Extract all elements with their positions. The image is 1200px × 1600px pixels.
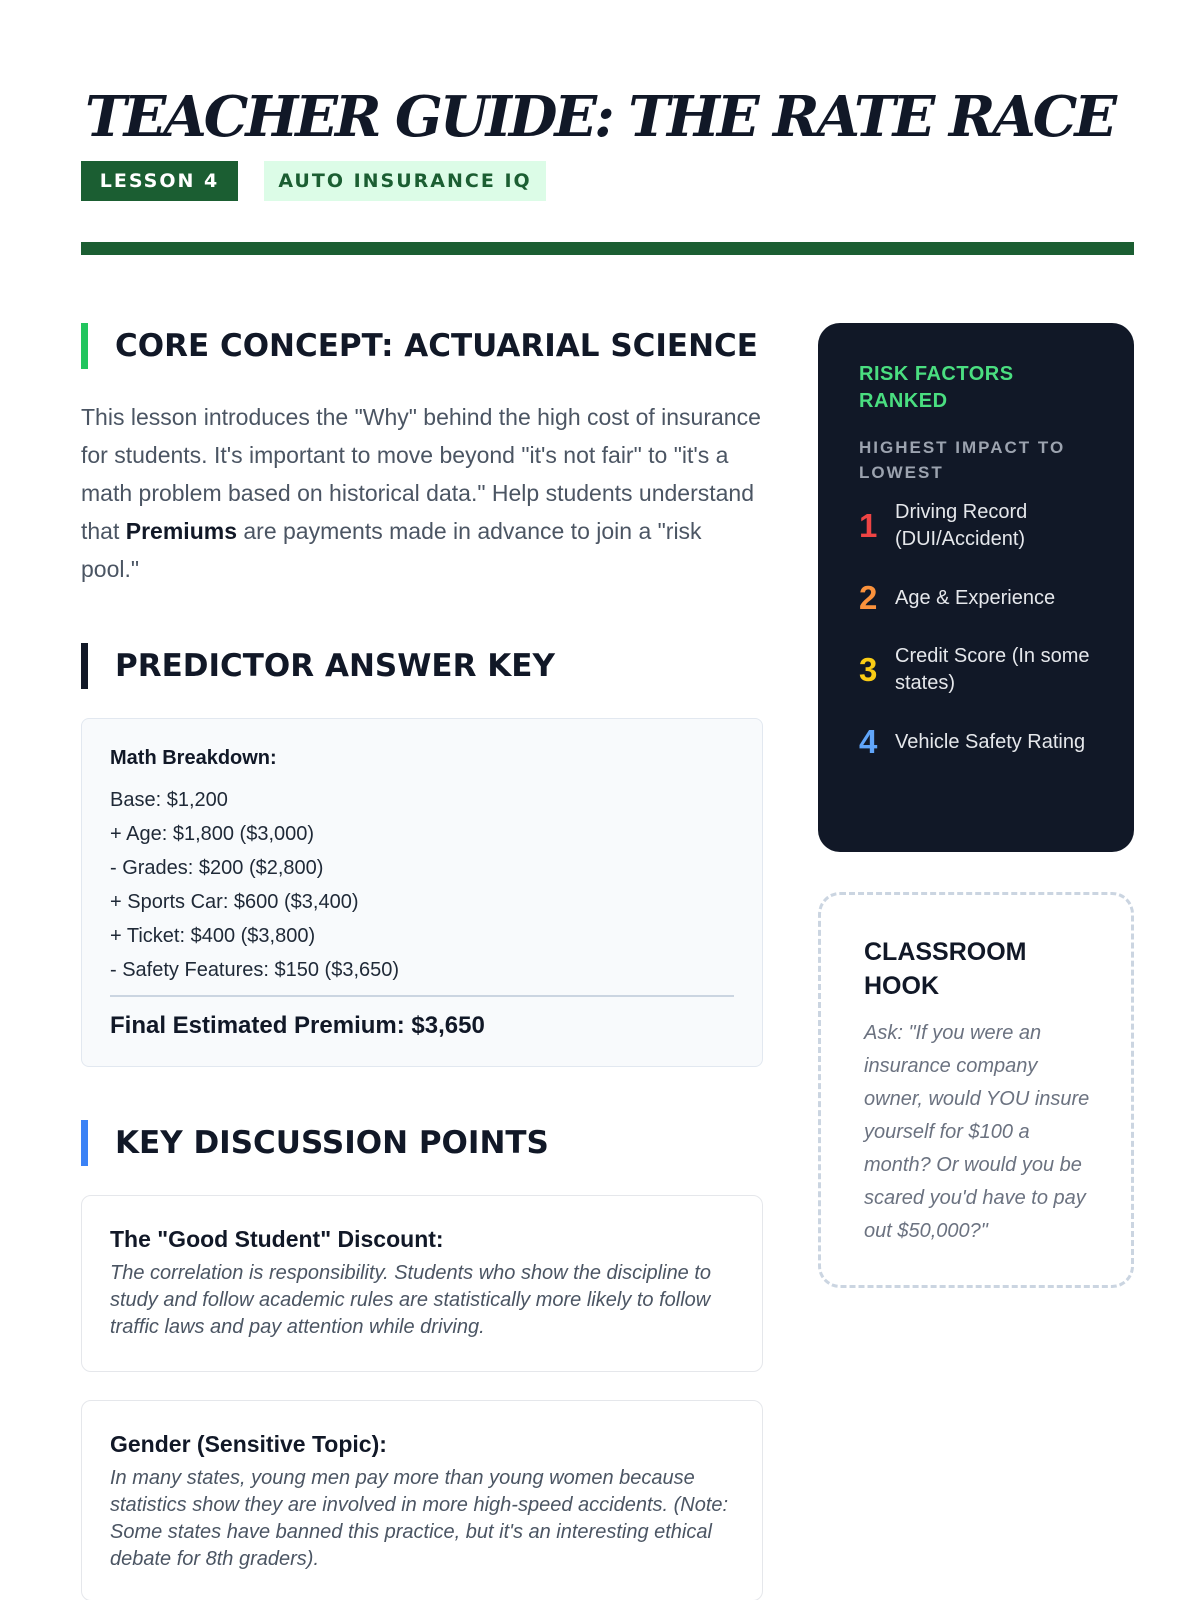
risk-label: Age & Experience xyxy=(895,586,1056,609)
risk-item xyxy=(859,499,1100,553)
risk-rank: 4 xyxy=(859,723,878,760)
risk-rank: 2 xyxy=(859,579,878,616)
math-divider xyxy=(110,995,734,997)
risk-factors-subtitle: HIGHEST IMPACT TO LOWEST xyxy=(859,438,1066,482)
final-premium: Final Estimated Premium: $3,650 xyxy=(110,1012,485,1039)
risk-item xyxy=(859,643,1100,697)
teacher-guide-page xyxy=(81,0,1134,1600)
math-breakdown-label: Math Breakdown: xyxy=(110,747,277,769)
core-concept-heading: CORE CONCEPT: ACTUARIAL SCIENCE xyxy=(81,323,758,369)
discussion-card xyxy=(81,1400,763,1600)
discussion-title: The "Good Student" Discount: xyxy=(110,1226,444,1252)
header-divider xyxy=(81,242,1134,255)
math-line-sports-car: + Sports Car: $600 ($3,400) xyxy=(110,891,359,913)
intro-text-premiums: Premiums xyxy=(125,518,237,544)
math-line-grades: - Grades: $200 ($2,800) xyxy=(110,857,324,879)
discussion-body: In many states, young men pay more than young women because statistics show they are involved in more high-speed accidents. (Note: Some states have banned this practice, but it's an interesting ethical debate for 8th graders). xyxy=(110,1467,729,1570)
classroom-hook-box xyxy=(818,892,1134,1288)
core-concept-text xyxy=(81,398,761,588)
risk-factors-list xyxy=(859,499,1100,761)
classroom-hook-body: Ask: "If you were an insurance company owner, would YOU insure yourself for $100 a month? Or would you be scared you'd have to pay out $50,000?" xyxy=(864,1022,1090,1242)
risk-label: Credit Score (In some states) xyxy=(895,645,1090,694)
risk-item xyxy=(859,723,1100,761)
math-line-ticket: + Ticket: $400 ($3,800) xyxy=(110,925,316,947)
page-title: TEACHER GUIDE: THE RATE RACE xyxy=(85,84,1115,150)
discussion-title: Gender (Sensitive Topic): xyxy=(110,1431,387,1457)
risk-rank: 1 xyxy=(859,507,878,544)
math-line-age: + Age: $1,800 ($3,000) xyxy=(110,823,315,845)
discussion-heading: KEY DISCUSSION POINTS xyxy=(81,1120,549,1166)
classroom-hook-title: CLASSROOM HOOK xyxy=(864,938,1027,1000)
discussion-card xyxy=(81,1195,763,1372)
risk-factors-panel xyxy=(818,323,1134,852)
risk-label: Driving Record (DUI/Accident) xyxy=(895,501,1028,550)
math-breakdown-box xyxy=(81,718,763,1067)
math-line-base: Base: $1,200 xyxy=(110,789,228,811)
risk-factors-title: RISK FACTORS RANKED xyxy=(859,363,1014,412)
risk-label: Vehicle Safety Rating xyxy=(895,730,1086,753)
unit-badge: AUTO INSURANCE IQ xyxy=(264,161,546,201)
intro-text-start: This lesson introduces the "Why" behind the high cost of insurance for students. It's important to move beyond "it's not fair" to "it's a math problem based on historical data." Help students understand that xyxy=(81,404,761,544)
lesson-badge: LESSON 4 xyxy=(81,161,238,201)
risk-item xyxy=(859,579,1100,617)
math-line-safety: - Safety Features: $150 ($3,650) xyxy=(110,959,400,981)
answer-key-heading: PREDICTOR ANSWER KEY xyxy=(81,643,555,689)
intro-text-end: are payments made in advance to join a "risk pool." xyxy=(81,518,702,582)
risk-rank: 3 xyxy=(859,651,878,688)
discussion-body: The correlation is responsibility. Students who show the discipline to study and follow academic rules are statistically more likely to follow traffic laws and pay attention while driving. xyxy=(110,1262,712,1338)
